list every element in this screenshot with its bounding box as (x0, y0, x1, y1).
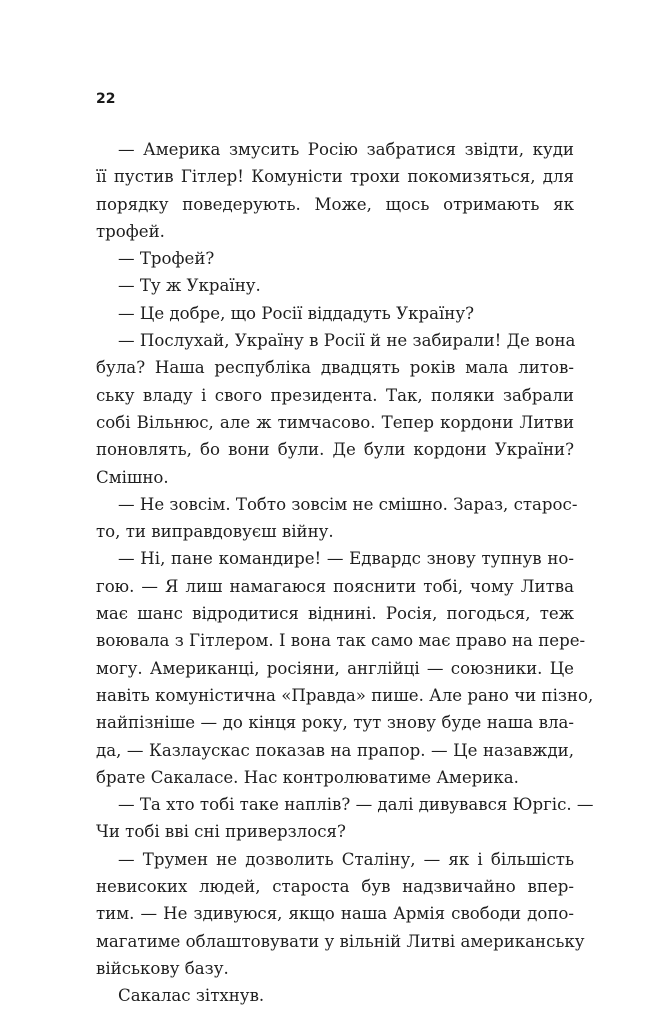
text-line: порядку поведерують. Може, щось отримають як (96, 194, 574, 214)
text-line: то, ти виправдовуєш війну. (96, 522, 334, 542)
text-line: Чи тобі вві сні приверзлося? (96, 822, 346, 842)
text-line: — Трумен не дозволить Сталіну, — як і більшість (118, 849, 574, 869)
text-line: гою. — Я лиш намагаюся пояснити тобі, чому Литва (96, 576, 574, 596)
text-line: воювала з Гітлером. І вона так само має право на пере- (96, 631, 586, 651)
page-number: 22 (96, 91, 116, 107)
paragraph (96, 791, 594, 846)
paragraph (96, 245, 574, 272)
text-line: Сакалас зітхнув. (118, 986, 265, 1006)
paragraph (96, 545, 594, 791)
text-line: собі Вільнюс, але ж тимчасово. Тепер кордони Литви (96, 412, 574, 432)
text-line: могу. Американці, росіяни, англійці — союзники. Це (96, 658, 574, 678)
text-line: трофей. (96, 221, 165, 241)
body-text (96, 136, 594, 1010)
text-line: — Послухай, Україну в Росії й не забирали! Де вона (118, 331, 576, 351)
paragraph (96, 491, 578, 546)
text-line: — Та хто тобі таке наплів? — далі дивувався Юргіс. — (118, 795, 594, 815)
paragraph (96, 846, 585, 982)
text-line: військову базу. (96, 958, 229, 978)
text-line: її пустив Гітлер! Комуністи трохи покомизяться, для (96, 167, 574, 187)
text-line: ську владу і свого президента. Так, поляки забрали (96, 385, 574, 405)
paragraph (96, 136, 574, 245)
text-line: — Не зовсім. Тобто зовсім не смішно. Зараз, старос- (118, 494, 578, 514)
text-line: була? Наша республіка двадцять років мала литов- (96, 358, 574, 378)
text-line: навіть комуністична «Правда» пише. Але рано чи пізно, (96, 685, 594, 705)
paragraph (96, 272, 574, 299)
paragraph (96, 327, 574, 491)
text-line: — Ту ж Україну. (118, 276, 261, 296)
text-line: — Це добре, що Росії віддадуть Україну? (118, 303, 475, 323)
text-line: магатиме облаштовувати у вільній Литві американську (96, 931, 585, 951)
text-line: має шанс відродитися віднині. Росія, погодься, теж (96, 604, 574, 624)
text-line: найпізніше — до кінця року, тут знову буде наша вла- (96, 713, 574, 733)
text-line: да, — Казлаускас показав на прапор. — Це назавжди, (96, 740, 574, 760)
paragraph (96, 982, 574, 1009)
text-line: невисоких людей, староста був надзвичайно впер- (96, 877, 574, 897)
text-line: брате Сакаласе. Нас контролюватиме Америка. (96, 767, 519, 787)
text-line: Смішно. (96, 467, 169, 487)
text-line: — Америка змусить Росію забратися звідти, куди (118, 140, 574, 159)
text-line: тим. — Не здивуюся, якщо наша Армія свободи допо- (96, 904, 574, 924)
text-line: — Трофей? (118, 249, 215, 269)
text-line: поновлять, бо вони були. Де були кордони України? (96, 440, 574, 460)
paragraph (96, 300, 574, 327)
text-line: — Ні, пане командире! — Едвардс знову тупнув но- (118, 549, 574, 569)
